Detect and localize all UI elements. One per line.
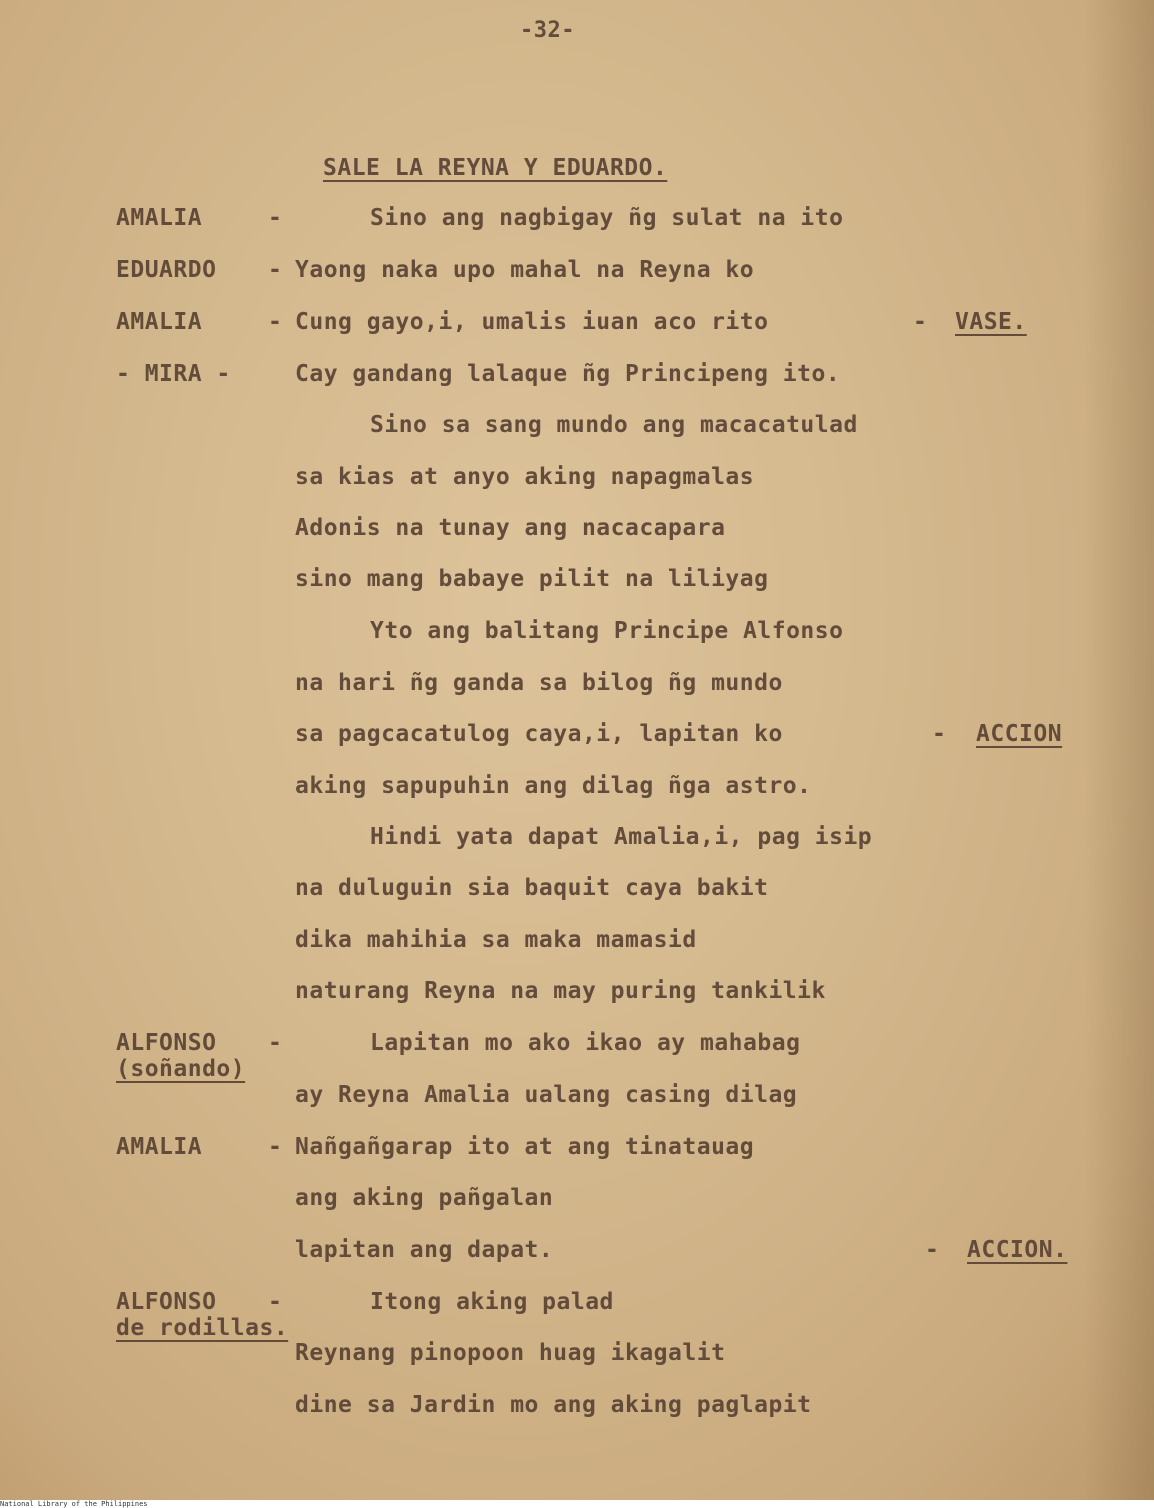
speaker-label: - MIRA - [116, 361, 231, 387]
verse-line: na duluguin sia baquit caya bakit [295, 875, 769, 901]
verse-line: sa kias at anyo aking napagmalas [295, 464, 755, 490]
verse-line: Cung gayo,i, umalis iuan aco rito [295, 309, 769, 335]
verse-line: Lapitan mo ako ikao ay mahabag [370, 1030, 801, 1056]
verse-line: ay Reyna Amalia ualang casing dilag [295, 1082, 798, 1108]
verse-line: naturang Reyna na may puring tankilik [295, 978, 826, 1004]
verse-line: dika mahihia sa maka mamasid [295, 927, 697, 953]
verse-line: Cay gandang lalaque ñg Principeng ito. [295, 361, 841, 387]
speaker-dash: - [268, 1289, 283, 1315]
verse-line: Sino sa sang mundo ang macacatulad [370, 412, 858, 438]
speaker-dash: - [268, 205, 283, 231]
speaker-dash: - [268, 309, 283, 335]
verse-line: Yaong naka upo mahal na Reyna ko [295, 257, 755, 283]
speaker-dash: - [268, 1134, 283, 1160]
verse-line: lapitan ang dapat. [295, 1237, 554, 1263]
speaker-label: ALFONSO [116, 1289, 217, 1315]
verse-line: Yto ang balitang Principe Alfonso [370, 618, 844, 644]
speaker-label: AMALIA [116, 309, 203, 335]
speaker-label: EDUARDO [116, 257, 217, 283]
margin-dash: - [925, 1237, 940, 1263]
speaker-direction: (soñando) [116, 1056, 246, 1082]
verse-line: Itong aking palad [370, 1289, 614, 1315]
verse-line: dine sa Jardin mo ang aking paglapit [295, 1392, 812, 1418]
verse-line: ang aking pañgalan [295, 1185, 554, 1211]
verse-line: sino mang babaye pilit na liliyag [295, 566, 769, 592]
stage-direction-note: VASE. [955, 309, 1027, 335]
speaker-dash: - [268, 1030, 283, 1056]
stage-direction-note: ACCION [976, 721, 1063, 747]
stage-direction-note: ACCION. [967, 1237, 1068, 1263]
stage-direction-heading: SALE LA REYNA Y EDUARDO. [323, 155, 668, 181]
speaker-label: AMALIA [116, 1134, 203, 1160]
verse-line: Sino ang nagbigay ñg sulat na ito [370, 205, 844, 231]
verse-line: Reynang pinopoon huag ikagalit [295, 1340, 726, 1366]
margin-dash: - [913, 309, 928, 335]
verse-line: Nañgañgarap ito at ang tinatauag [295, 1134, 755, 1160]
verse-line: sa pagcacatulog caya,i, lapitan ko [295, 721, 783, 747]
verse-line: na hari ñg ganda sa bilog ñg mundo [295, 670, 783, 696]
margin-dash: - [932, 721, 947, 747]
verse-line: Adonis na tunay ang nacacapara [295, 515, 726, 541]
speaker-label: AMALIA [116, 205, 203, 231]
speaker-label: ALFONSO [116, 1030, 217, 1056]
speaker-direction: de rodillas. [116, 1315, 289, 1341]
verse-line: aking sapupuhin ang dilag ñga astro. [295, 773, 812, 799]
verse-line: Hindi yata dapat Amalia,i, pag isip [370, 824, 873, 850]
page-number: -32- [520, 18, 575, 43]
speaker-dash: - [268, 257, 283, 283]
source-credit: National Library of the Philippines [0, 1500, 148, 1508]
